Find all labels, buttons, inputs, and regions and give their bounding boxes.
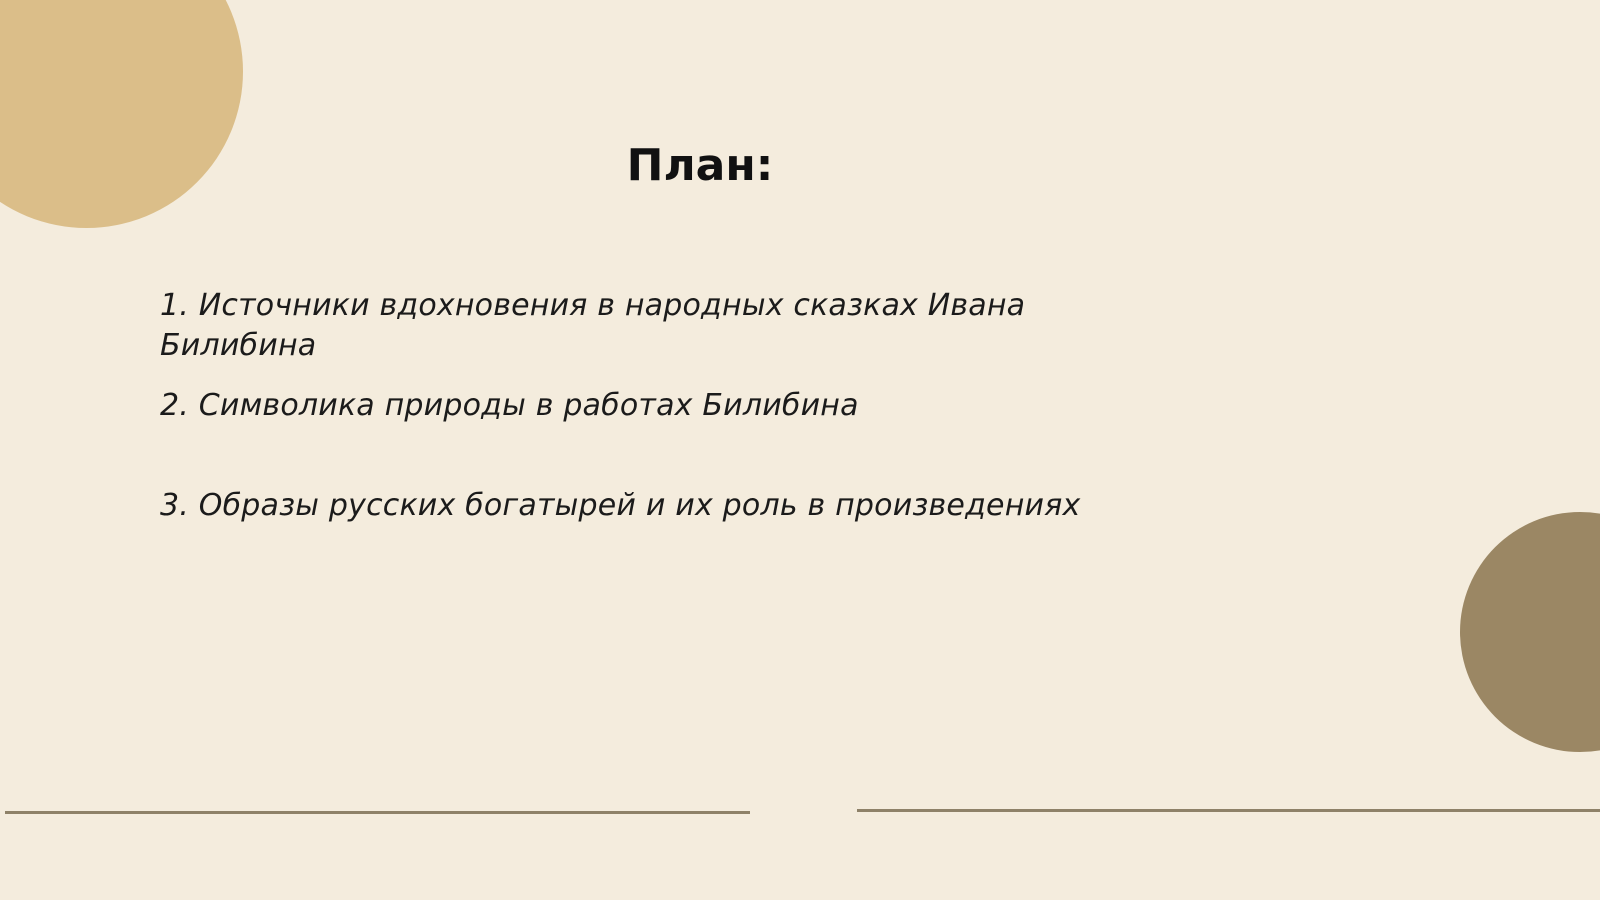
plan-item-2: 2. Символика природы в работах Билибина — [160, 388, 859, 423]
plan-item-1: 1. Источники вдохновения в народных сказках Ивана Билибина — [160, 288, 1026, 363]
slide-title: План: — [626, 140, 774, 191]
divider-line-right — [857, 809, 1600, 812]
divider-line-left — [5, 811, 750, 814]
plan-item-3: 3. Образы русских богатырей и их роль в произведениях — [160, 488, 1081, 523]
plan-list — [160, 286, 1100, 526]
decorative-circle-bottom-right — [1460, 512, 1600, 752]
